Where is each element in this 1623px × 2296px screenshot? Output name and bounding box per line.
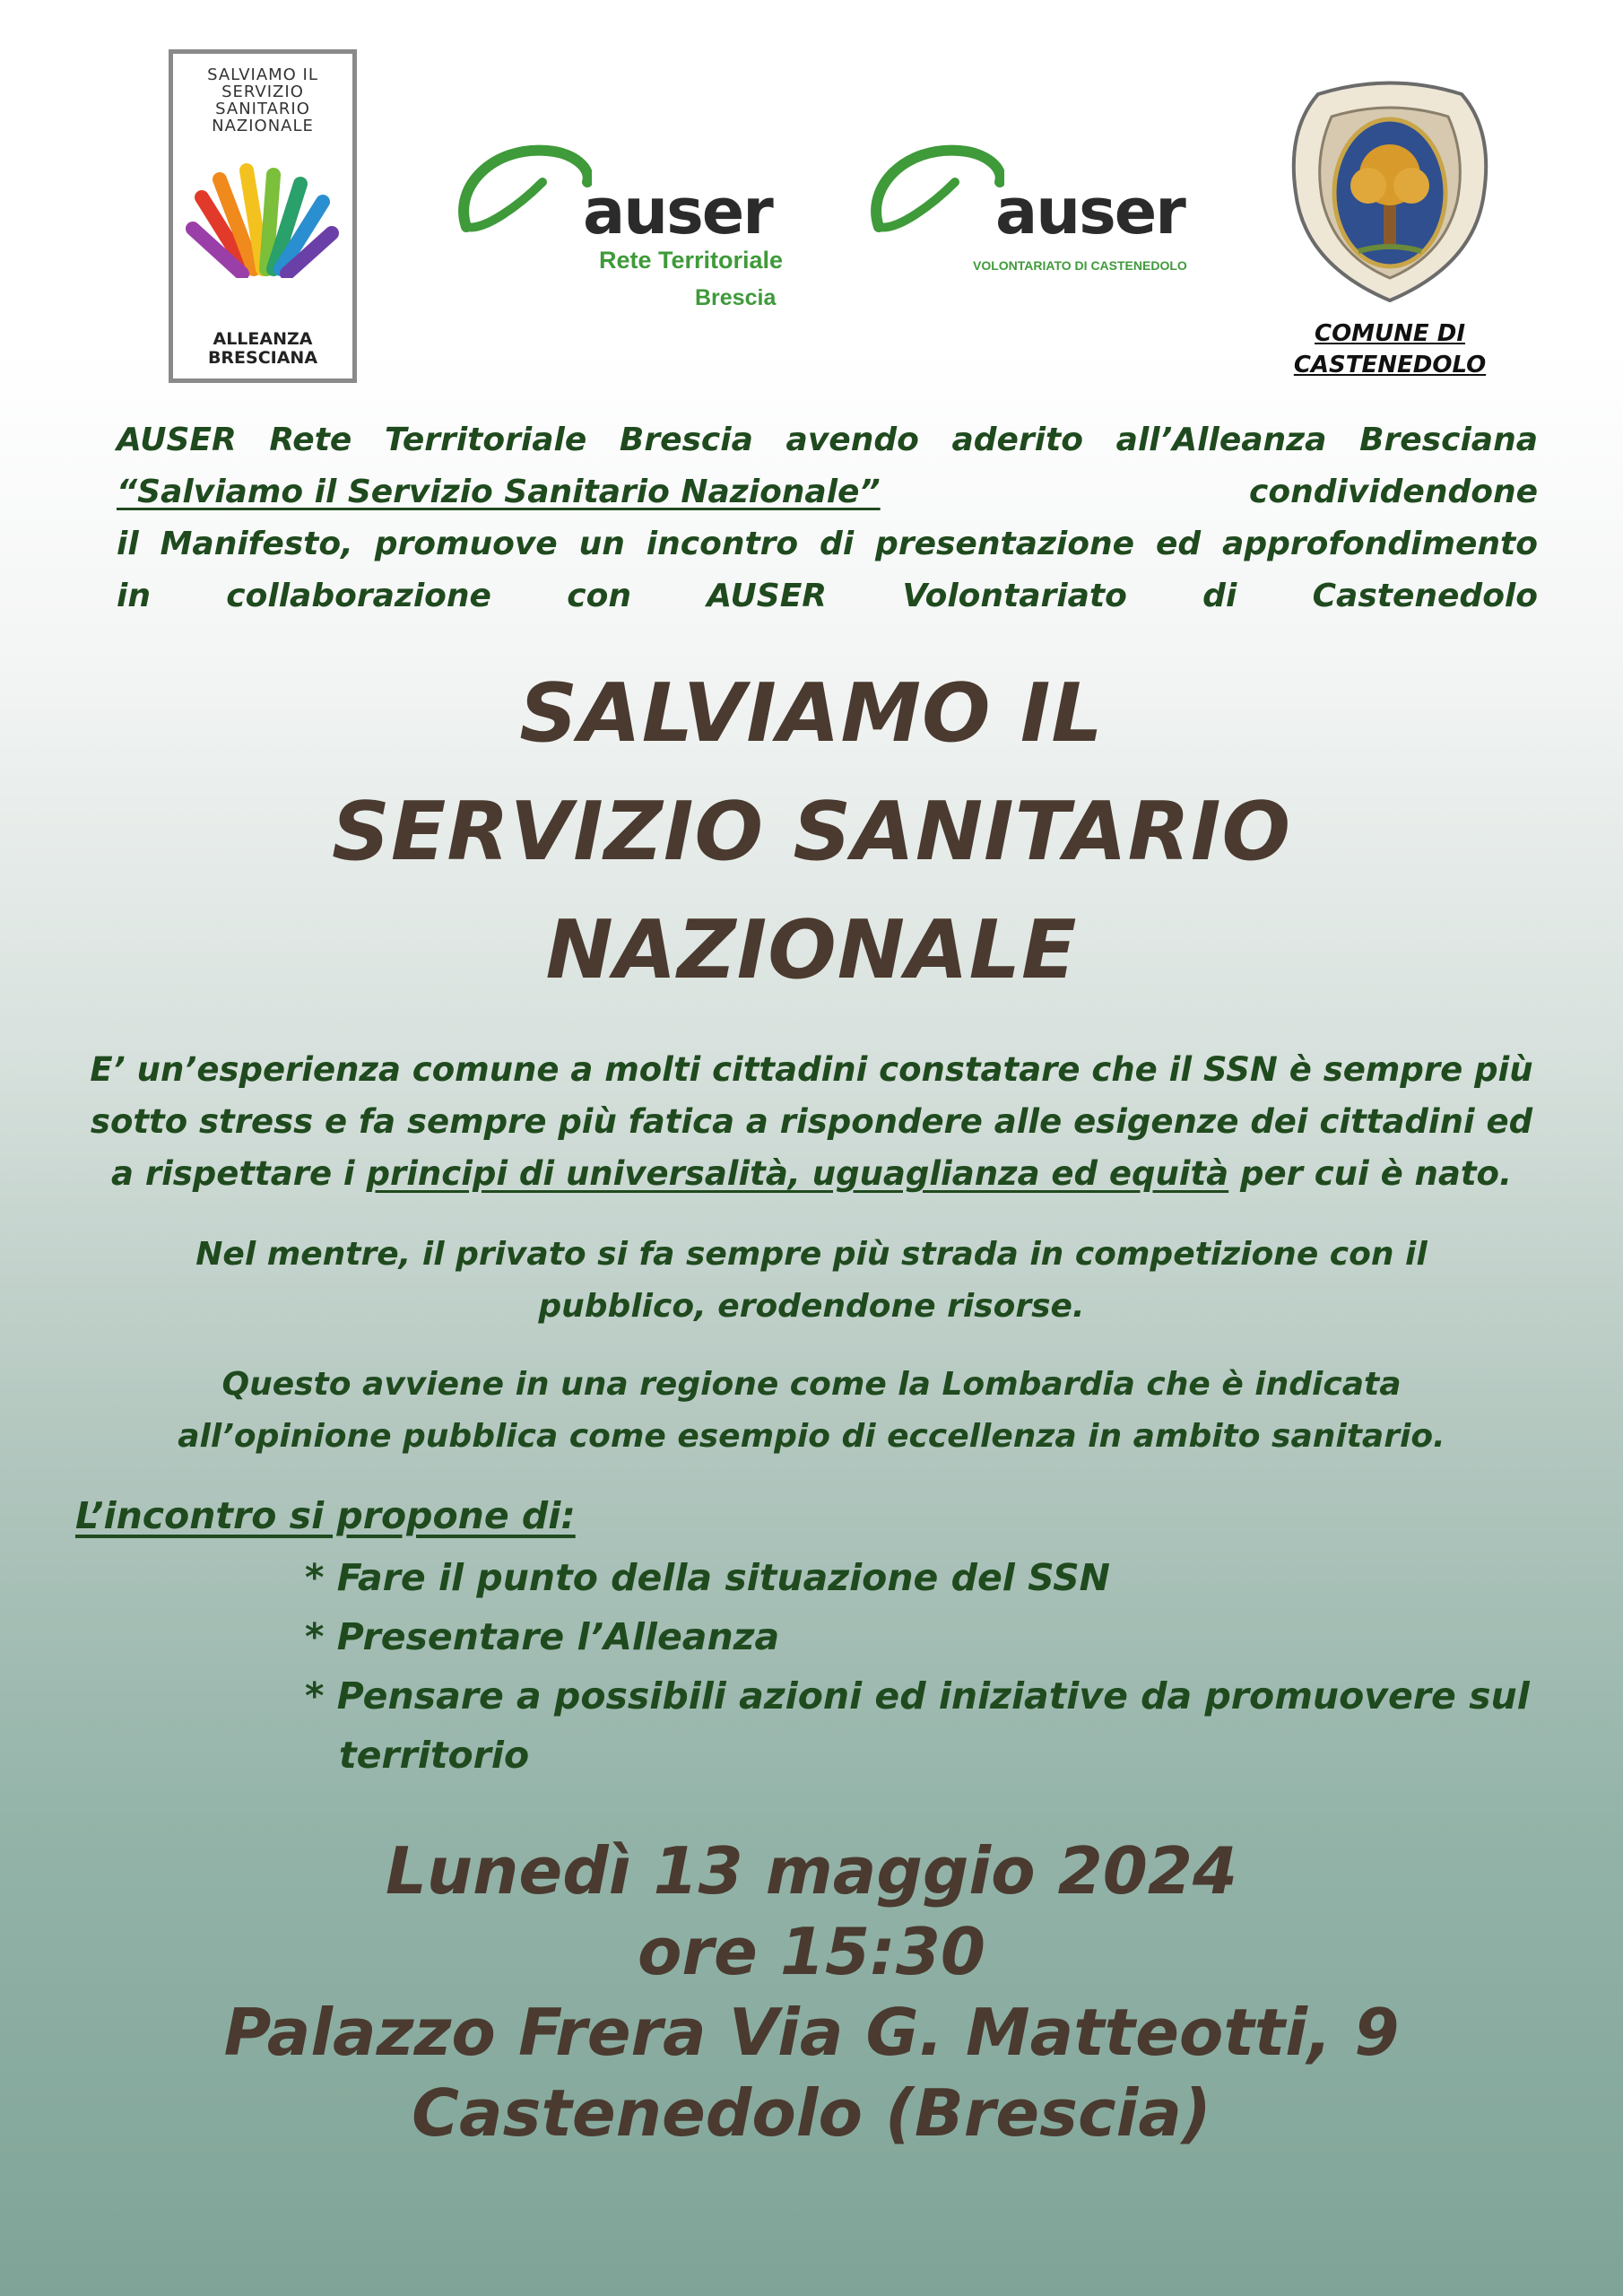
auser-brescia-logo	[457, 126, 798, 323]
list-item: * Fare il punto della situazione del SSN	[305, 1556, 1110, 1599]
auser-castenedolo-sub: VOLONTARIATO DI CASTENEDOLO	[973, 258, 1187, 273]
paragraph-3-line-2: all’opinione pubblica come esempio di eccellenza in ambito sanitario.	[178, 1418, 1445, 1455]
paragraph-lombardia	[54, 1359, 1569, 1463]
paragraph-ssn-stress	[54, 1044, 1569, 1200]
comune-caption-line1: COMUNE DI	[1315, 320, 1465, 347]
paragraph-1-line-3-pre: a rispettare i	[110, 1154, 367, 1193]
paragraph-1-line-2: sotto stress e fa sempre più fatica a rispondere alle esigenze dei cittadini ed	[90, 1102, 1533, 1141]
comune-caption	[1282, 318, 1497, 381]
paragraph-3-line-1: Questo avviene in una regione come la Lombardia che è indicata	[221, 1366, 1402, 1403]
intro-line-1: AUSER Rete Territoriale Brescia avendo aderito all’Alleanza Bresciana	[117, 422, 1538, 458]
paragraph-2-line-2: pubblico, erodendone risorse.	[538, 1288, 1085, 1325]
intro-line-2-rest: condividendone	[1249, 474, 1538, 510]
event-time: ore 15:30	[637, 1914, 986, 1989]
intro-line-2	[117, 466, 1538, 518]
auser-brescia-name: auser	[583, 175, 772, 248]
auser-swoosh-icon	[457, 133, 592, 249]
paragraph-1-line-1: E’ un’esperienza comune a molti cittadini constatare che il SSN è sempre più	[90, 1050, 1533, 1089]
intro-paragraph	[117, 414, 1538, 622]
alleanza-bresciana-logo	[169, 49, 357, 383]
event-place: Palazzo Frera Via G. Matteotti, 9	[223, 1995, 1400, 2070]
main-title-line-3: NAZIONALE	[545, 903, 1078, 997]
main-title-line-1: SALVIAMO IL	[519, 666, 1104, 761]
main-title-line-2: SERVIZIO SANITARIO	[332, 785, 1291, 879]
intro-line-3: il Manifesto, promuove un incontro di presentazione ed approfondimento	[117, 526, 1538, 562]
list-item: * Presentare l’Alleanza	[305, 1615, 780, 1658]
event-date: Lunedì 13 maggio 2024	[385, 1833, 1238, 1909]
hands-icon	[184, 161, 342, 278]
intro-line-4: in collaborazione con AUSER Volontariato di Castenedolo	[117, 578, 1538, 614]
auser-swoosh-icon	[870, 133, 1004, 249]
alliance-name-quote: “Salviamo il Servizio Sanitario Nazionale”	[117, 474, 881, 510]
coat-of-arms-icon	[1282, 76, 1497, 309]
list-item: * Pensare a possibili azioni ed iniziative da promuovere sul territorio	[305, 1674, 1530, 1777]
auser-brescia-sub1: Rete Territoriale	[599, 247, 784, 274]
objectives-list	[305, 1548, 1542, 1785]
paragraph-1-line-3-post: per cui è nato.	[1228, 1154, 1513, 1193]
auser-castenedolo-name: auser	[995, 175, 1185, 248]
paragraph-private-sector	[54, 1229, 1569, 1333]
paragraph-1-line-3	[54, 1148, 1569, 1200]
event-city: Castenedolo (Brescia)	[412, 2075, 1211, 2151]
comune-caption-line2: CASTENEDOLO	[1293, 352, 1487, 378]
alleanza-logo-top-text: SALVIAMO IL SERVIZIO SANITARIO NAZIONALE	[207, 65, 318, 135]
principles-underlined: principi di universalità, uguaglianza ed equità	[366, 1154, 1229, 1193]
paragraph-2-line-1: Nel mentre, il privato si fa sempre più strada in competizione con il	[195, 1236, 1428, 1273]
objectives-heading: L’incontro si propone di:	[75, 1494, 576, 1537]
main-title	[0, 655, 1623, 1010]
auser-castenedolo-logo	[870, 126, 1211, 323]
alleanza-logo-bottom-text: ALLEANZA BRESCIANA	[207, 329, 318, 368]
auser-brescia-sub2: Brescia	[695, 285, 777, 310]
comune-castenedolo-logo	[1282, 76, 1497, 399]
